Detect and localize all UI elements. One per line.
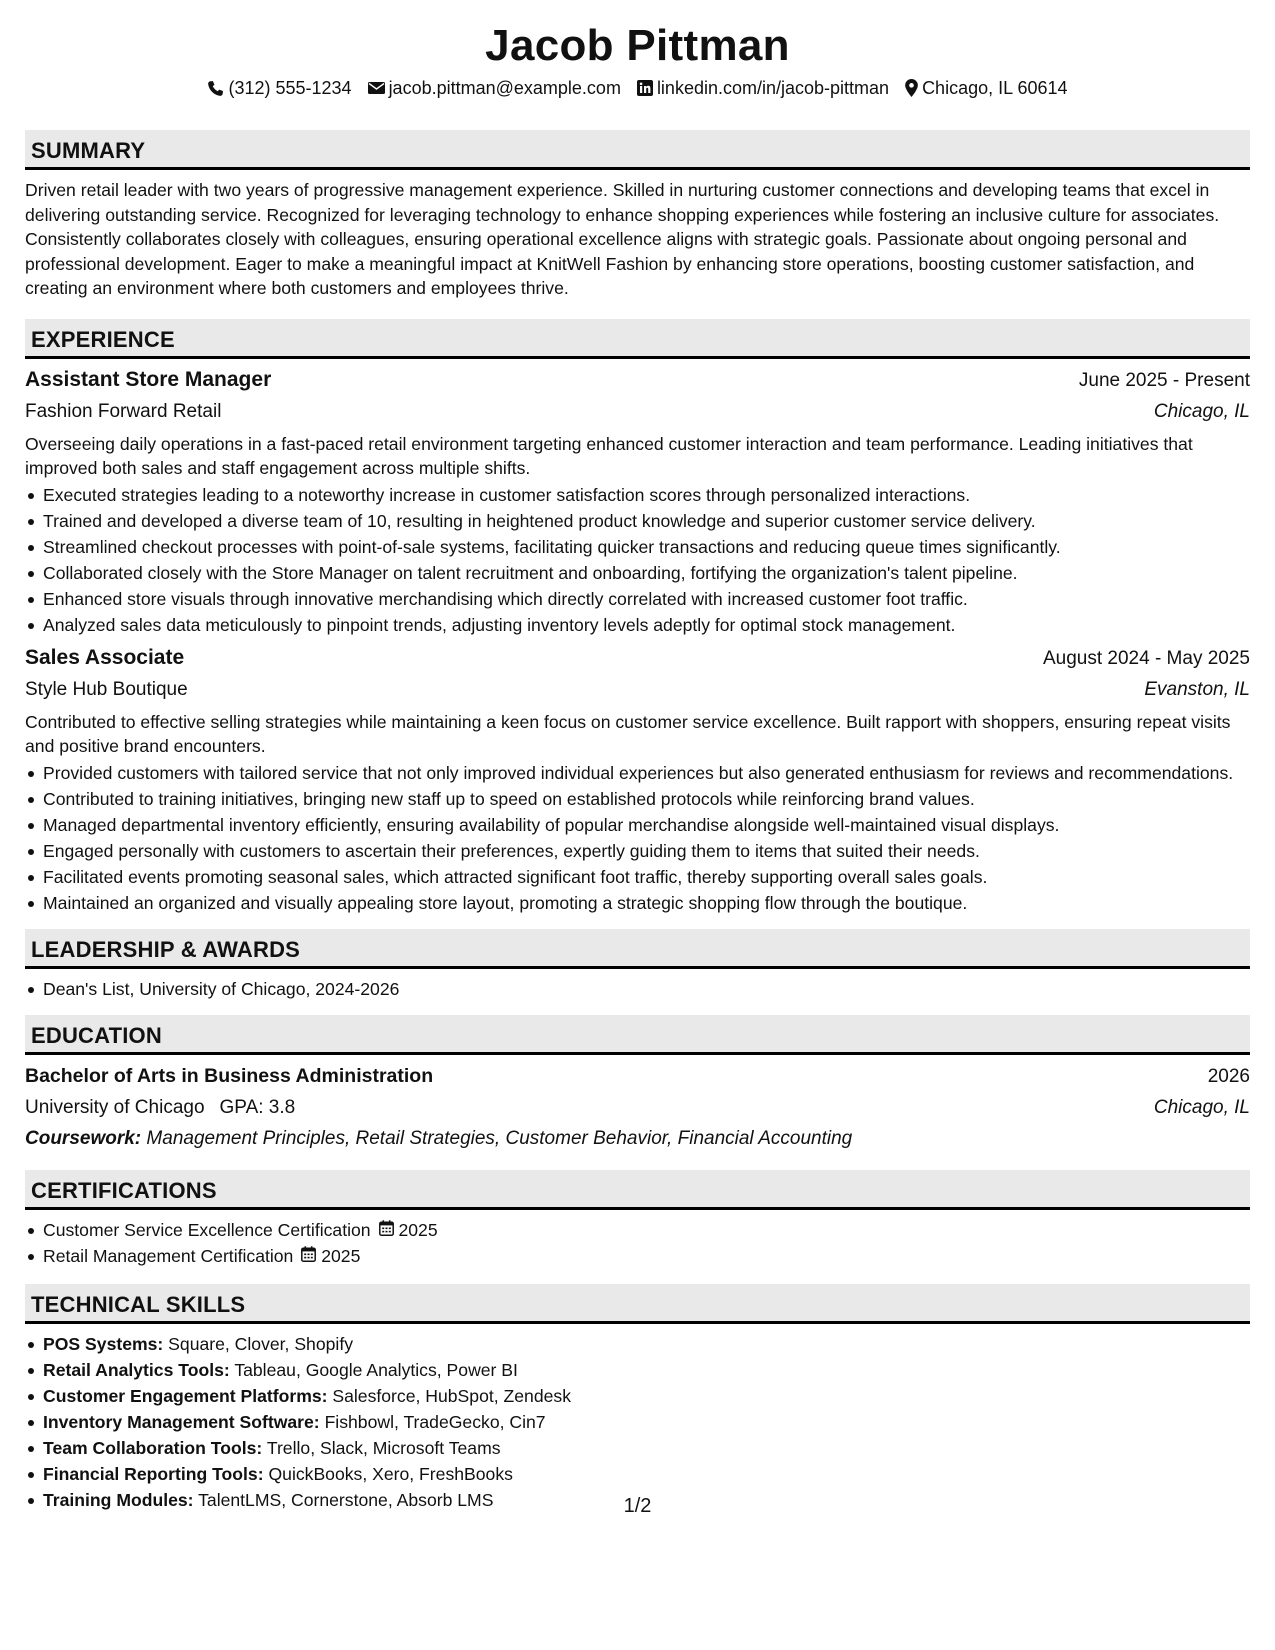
resume-page xyxy=(25,18,1250,1514)
list-item: Dean's List, University of Chicago, 2024-2026 xyxy=(25,977,1250,1001)
skill-label: Team Collaboration Tools: xyxy=(43,1437,263,1458)
list-item: Streamlined checkout processes with point-of-sale systems, facilitating quicker transactions and reducing queue times significantly. xyxy=(25,535,1250,559)
cert-year: 2025 xyxy=(398,1219,438,1240)
skill-value: Trello, Slack, Microsoft Teams xyxy=(266,1437,501,1458)
skill-label: Retail Analytics Tools: xyxy=(43,1359,230,1380)
education-header xyxy=(25,1061,1250,1092)
list-item: Contributed to training initiatives, bringing new staff up to speed on established protocols while reinforcing brand values. xyxy=(25,787,1250,811)
leadership-list xyxy=(25,977,1250,1001)
list-item: Trained and developed a diverse team of 10, resulting in heightened product knowledge and superior customer service delivery. xyxy=(25,509,1250,533)
job-dates: August 2024 - May 2025 xyxy=(1042,647,1250,669)
job-title: Sales Associate xyxy=(25,645,185,669)
job-location: Evanston, IL xyxy=(1144,678,1250,700)
job-bullets xyxy=(25,483,1250,637)
job-summary: Contributed to effective selling strategies while maintaining a keen focus on customer service excellence. Built rapport with shoppers, ensuring repeat visits and positive brand encounters. xyxy=(25,711,1231,756)
cert-name: Retail Management Certification xyxy=(43,1245,294,1266)
location-text: Chicago, IL 60614 xyxy=(922,78,1068,98)
phone-icon xyxy=(207,80,224,97)
gpa: GPA: 3.8 xyxy=(219,1096,296,1118)
list-item xyxy=(25,1436,1250,1460)
coursework-list: Management Principles, Retail Strategies, Customer Behavior, Financial Accounting xyxy=(146,1127,853,1149)
skill-value: QuickBooks, Xero, FreshBooks xyxy=(268,1463,513,1484)
skill-value: Fishbowl, TradeGecko, Cin7 xyxy=(324,1411,546,1432)
contact-phone[interactable] xyxy=(207,74,351,102)
skill-value: Square, Clover, Shopify xyxy=(168,1333,354,1354)
list-item: Facilitated events promoting seasonal sales, which attracted significant foot traffic, thereby supporting overall sales goals. xyxy=(25,865,1250,889)
list-item xyxy=(25,1384,1250,1408)
skills-list xyxy=(25,1332,1250,1512)
list-item: Analyzed sales data meticulously to pinpoint trends, adjusting inventory levels adeptly for optimal stock management. xyxy=(25,613,1250,637)
job-entry xyxy=(25,365,1250,637)
job-subheader xyxy=(25,396,1250,428)
coursework-label: Coursework: xyxy=(25,1127,142,1149)
list-item: Executed strategies leading to a noteworthy increase in customer satisfaction scores through personalized interactions. xyxy=(25,483,1250,507)
contact-location xyxy=(905,74,1067,102)
list-item: Enhanced store visuals through innovative merchandising which directly correlated with increased customer foot traffic. xyxy=(25,587,1250,611)
contact-linkedin[interactable] xyxy=(637,74,889,102)
job-subheader xyxy=(25,674,1250,706)
linkedin-text: linkedin.com/in/jacob-pittman xyxy=(656,78,890,98)
school-location: Chicago, IL xyxy=(1153,1096,1250,1118)
skill-label: Inventory Management Software: xyxy=(43,1411,320,1432)
school-name: University of Chicago xyxy=(25,1096,205,1118)
skill-value: Salesforce, HubSpot, Zendesk xyxy=(332,1385,571,1406)
section-heading-experience: EXPERIENCE xyxy=(25,319,1250,359)
list-item xyxy=(25,1358,1250,1382)
education-subheader xyxy=(25,1092,1250,1124)
job-company: Style Hub Boutique xyxy=(25,678,188,700)
section-heading-summary: SUMMARY xyxy=(25,130,1250,170)
job-header xyxy=(25,643,1250,674)
skill-label: Customer Engagement Platforms: xyxy=(43,1385,328,1406)
calendar-icon xyxy=(301,1244,316,1268)
job-company: Fashion Forward Retail xyxy=(25,400,222,422)
job-header xyxy=(25,365,1250,396)
list-item xyxy=(25,1332,1250,1356)
section-heading-certifications: CERTIFICATIONS xyxy=(25,1170,1250,1210)
coursework xyxy=(25,1124,1250,1154)
job-location: Chicago, IL xyxy=(1153,400,1250,422)
graduation-year: 2026 xyxy=(1207,1065,1250,1087)
list-item: Managed departmental inventory efficiently, ensuring availability of popular merchandise alongside well-maintained visual displays. xyxy=(25,813,1250,837)
phone-text: (312) 555-1234 xyxy=(228,78,352,98)
job-title: Assistant Store Manager xyxy=(25,367,272,391)
linkedin-icon xyxy=(637,80,653,96)
summary-text: Driven retail leader with two years of progressive management experience. Skilled in nurturing customer connections and developing teams that excel in delivering outstanding service. Recognized for leveraging technology to enhance shopping experiences while fostering an inclusive culture for associates. Consistently collaborates closely with colleagues, ensuring operational excellence aligns with strategic goals. Passionate about ongoing personal and professional development. Eager to make a meaningful impact at KnitWell Fashion by enhancing store operations, boosting customer satisfaction, and creating an environment where both customers and employees thrive. xyxy=(25,180,1220,298)
skill-label: Financial Reporting Tools: xyxy=(43,1463,264,1484)
list-item: Collaborated closely with the Store Manager on talent recruitment and onboarding, fortifying the organization's talent pipeline. xyxy=(25,561,1250,585)
contact-email[interactable] xyxy=(368,74,621,102)
list-item: Engaged personally with customers to ascertain their preferences, expertly guiding them to items that suited their needs. xyxy=(25,839,1250,863)
list-item xyxy=(25,1462,1250,1486)
school-info xyxy=(25,1092,295,1124)
section-heading-education: EDUCATION xyxy=(25,1015,1250,1055)
envelope-icon xyxy=(368,81,385,95)
list-item: Provided customers with tailored service that not only improved individual experiences but also generated enthusiasm for reviews and recommendations. xyxy=(25,761,1250,785)
candidate-name: Jacob Pittman xyxy=(485,21,790,70)
job-bullets xyxy=(25,761,1250,915)
skill-value: Tableau, Google Analytics, Power BI xyxy=(234,1359,518,1380)
list-item xyxy=(25,1218,1250,1242)
skill-label: Training Modules: xyxy=(43,1489,194,1510)
section-heading-leadership: LEADERSHIP & AWARDS xyxy=(25,929,1250,969)
job-summary: Overseeing daily operations in a fast-paced retail environment targeting enhanced customer interaction and team performance. Leading initiatives that improved both sales and staff engagement across multiple shifts. xyxy=(25,433,1193,478)
certifications-list xyxy=(25,1218,1250,1268)
skill-label: POS Systems: xyxy=(43,1333,164,1354)
degree-title: Bachelor of Arts in Business Administration xyxy=(25,1064,434,1087)
contact-bar xyxy=(25,74,1250,102)
list-item: Maintained an organized and visually appealing store layout, promoting a strategic shopping flow through the boutique. xyxy=(25,891,1250,915)
email-text: jacob.pittman@example.com xyxy=(388,78,621,98)
cert-name: Customer Service Excellence Certification xyxy=(43,1219,371,1240)
section-heading-technical-skills: TECHNICAL SKILLS xyxy=(25,1284,1250,1324)
map-pin-icon xyxy=(905,79,918,97)
cert-year: 2025 xyxy=(321,1245,361,1266)
job-dates: June 2025 - Present xyxy=(1078,369,1250,391)
job-entry xyxy=(25,643,1250,915)
calendar-icon xyxy=(379,1218,394,1242)
list-item xyxy=(25,1244,1250,1268)
skill-value: TalentLMS, Cornerstone, Absorb LMS xyxy=(198,1489,494,1510)
page-number: 1/2 xyxy=(623,1495,652,1517)
list-item xyxy=(25,1410,1250,1434)
